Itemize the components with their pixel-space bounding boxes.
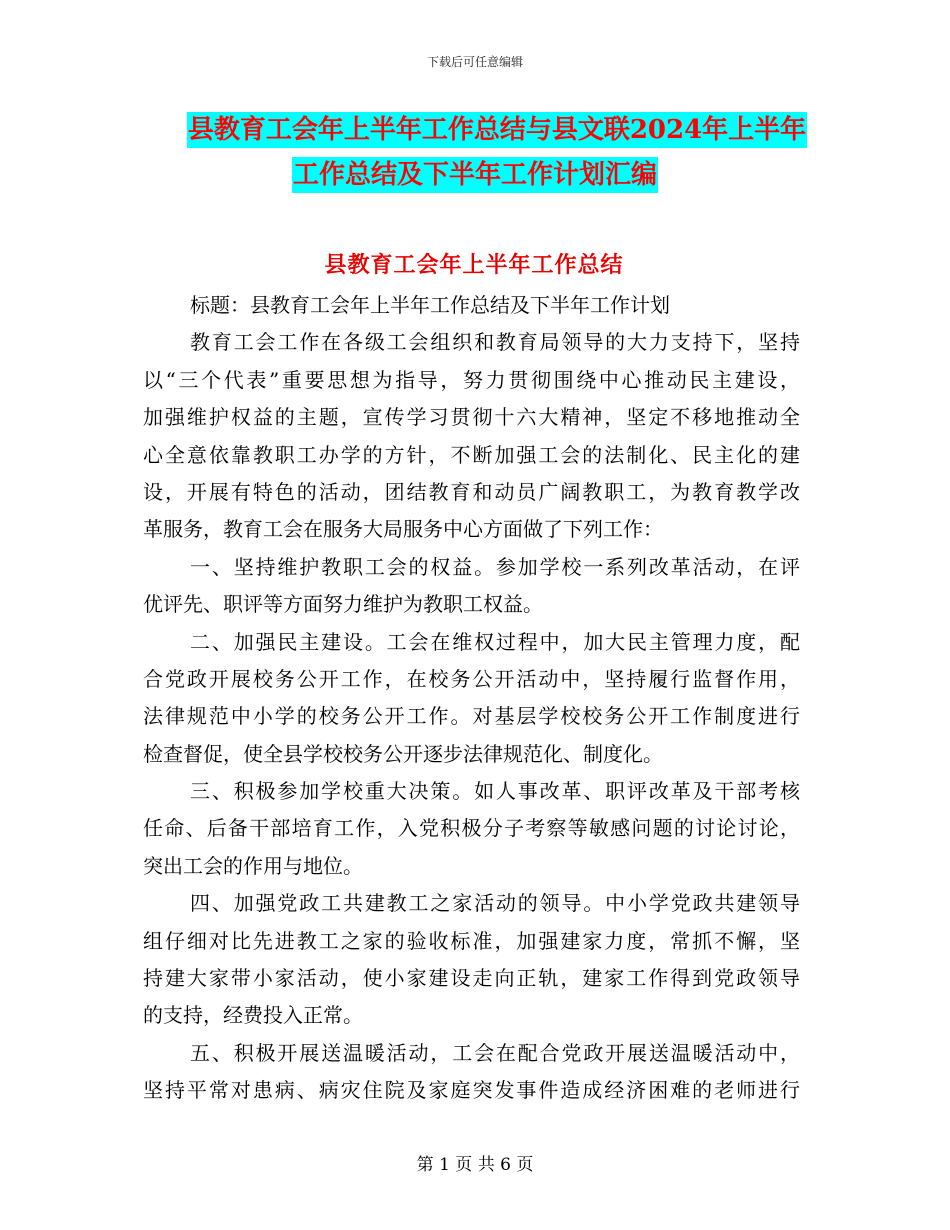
- paragraph-line: 设，开展有特色的活动，团结教育和动员广阔教职工，为教育教学改: [143, 479, 800, 504]
- paragraph-line: 优评先、职评等方面努力维护为教职工权益。: [143, 592, 543, 617]
- paragraph-line: 一、坚持维护教职工会的权益。参加学校一系列改革活动，在评: [190, 554, 800, 579]
- paragraph-line: 法律规范中小学的校务公开工作。对基层学校校务公开工作制度进行: [143, 704, 800, 729]
- document-title-line-2: [143, 157, 807, 193]
- paragraph-item-2: [143, 624, 800, 774]
- title-text-highlight-1: 县教育工会年上半年工作总结与县文联2024年上半年: [187, 112, 807, 148]
- paragraph-item-5: [143, 1035, 800, 1110]
- section-title: 县教育工会年上半年工作总结: [324, 252, 624, 278]
- paragraph-line: 心全意依靠教职工办学的方针，不断加强工会的法制化、民主化的建: [143, 442, 800, 467]
- paragraph-line: 二、加强民主建设。工会在维权过程中，加大民主管理力度，配: [190, 629, 800, 654]
- paragraph-line: 检查督促，使全县学校校务公开逐步法律规范化、制度化。: [143, 741, 663, 766]
- paragraph-line: 合党政开展校务公开工作，在校务公开活动中，坚持履行监督作用，: [143, 666, 800, 691]
- paragraph-line: 以“三个代表”重要思想为指导，努力贯彻围绕中心推动民主建设，: [143, 367, 800, 392]
- page-number-footer: 第 1 页 共 6 页: [416, 1155, 534, 1175]
- paragraph-line: 突出工会的作用与地位。: [143, 853, 363, 878]
- paragraph-line: 加强维护权益的主题，宣传学习贯彻十六大精神，坚定不移地推动全: [143, 405, 800, 430]
- paragraph-line: 持建大家带小家活动，使小家建设走向正轨，建家工作得到党政领导: [143, 966, 800, 991]
- paragraph-line: 的支持，经费投入正常。: [143, 1003, 363, 1028]
- paragraph-line: 教育工会工作在各级工会组织和教育局领导的大力支持下，坚持: [190, 330, 800, 355]
- paragraph-line: 标题：县教育工会年上半年工作总结及下半年工作计划: [190, 293, 670, 317]
- paragraph-intro: [143, 324, 800, 548]
- paragraph-line: 五、积极开展送温暖活动，工会在配合党政开展送温暖活动中，: [190, 1040, 800, 1065]
- header-note: 下载后可任意编辑: [426, 55, 523, 69]
- document-body: [143, 287, 800, 1110]
- paragraph-line: 任命、后备干部培育工作，入党积极分子考察等敏感问题的讨论讨论，: [143, 816, 800, 841]
- paragraph-item-4: [143, 885, 800, 1035]
- paragraph-line: 坚持平常对患病、病灾住院及家庭突发事件造成经济困难的老师进行: [143, 1078, 800, 1103]
- paragraph-item-3: [143, 773, 800, 885]
- paragraph-item-1: [143, 549, 800, 624]
- paragraph-line: 四、加强党政工共建教工之家活动的领导。中小学党政共建领导: [190, 891, 800, 916]
- paragraph-heading: [143, 287, 800, 324]
- document-title-line-1: [143, 112, 851, 148]
- paragraph-line: 三、积极参加学校重大决策。如人事改革、职评改革及干部考核: [190, 779, 800, 804]
- title-text-highlight-2: 工作总结及下半年工作计划汇编: [292, 157, 658, 193]
- paragraph-line: 革服务，教育工会在服务大局服务中心方面做了下列工作：: [143, 517, 663, 542]
- paragraph-line: 组仔细对比先进教工之家的验收标准，加强建家力度，常抓不懈，坚: [143, 928, 800, 953]
